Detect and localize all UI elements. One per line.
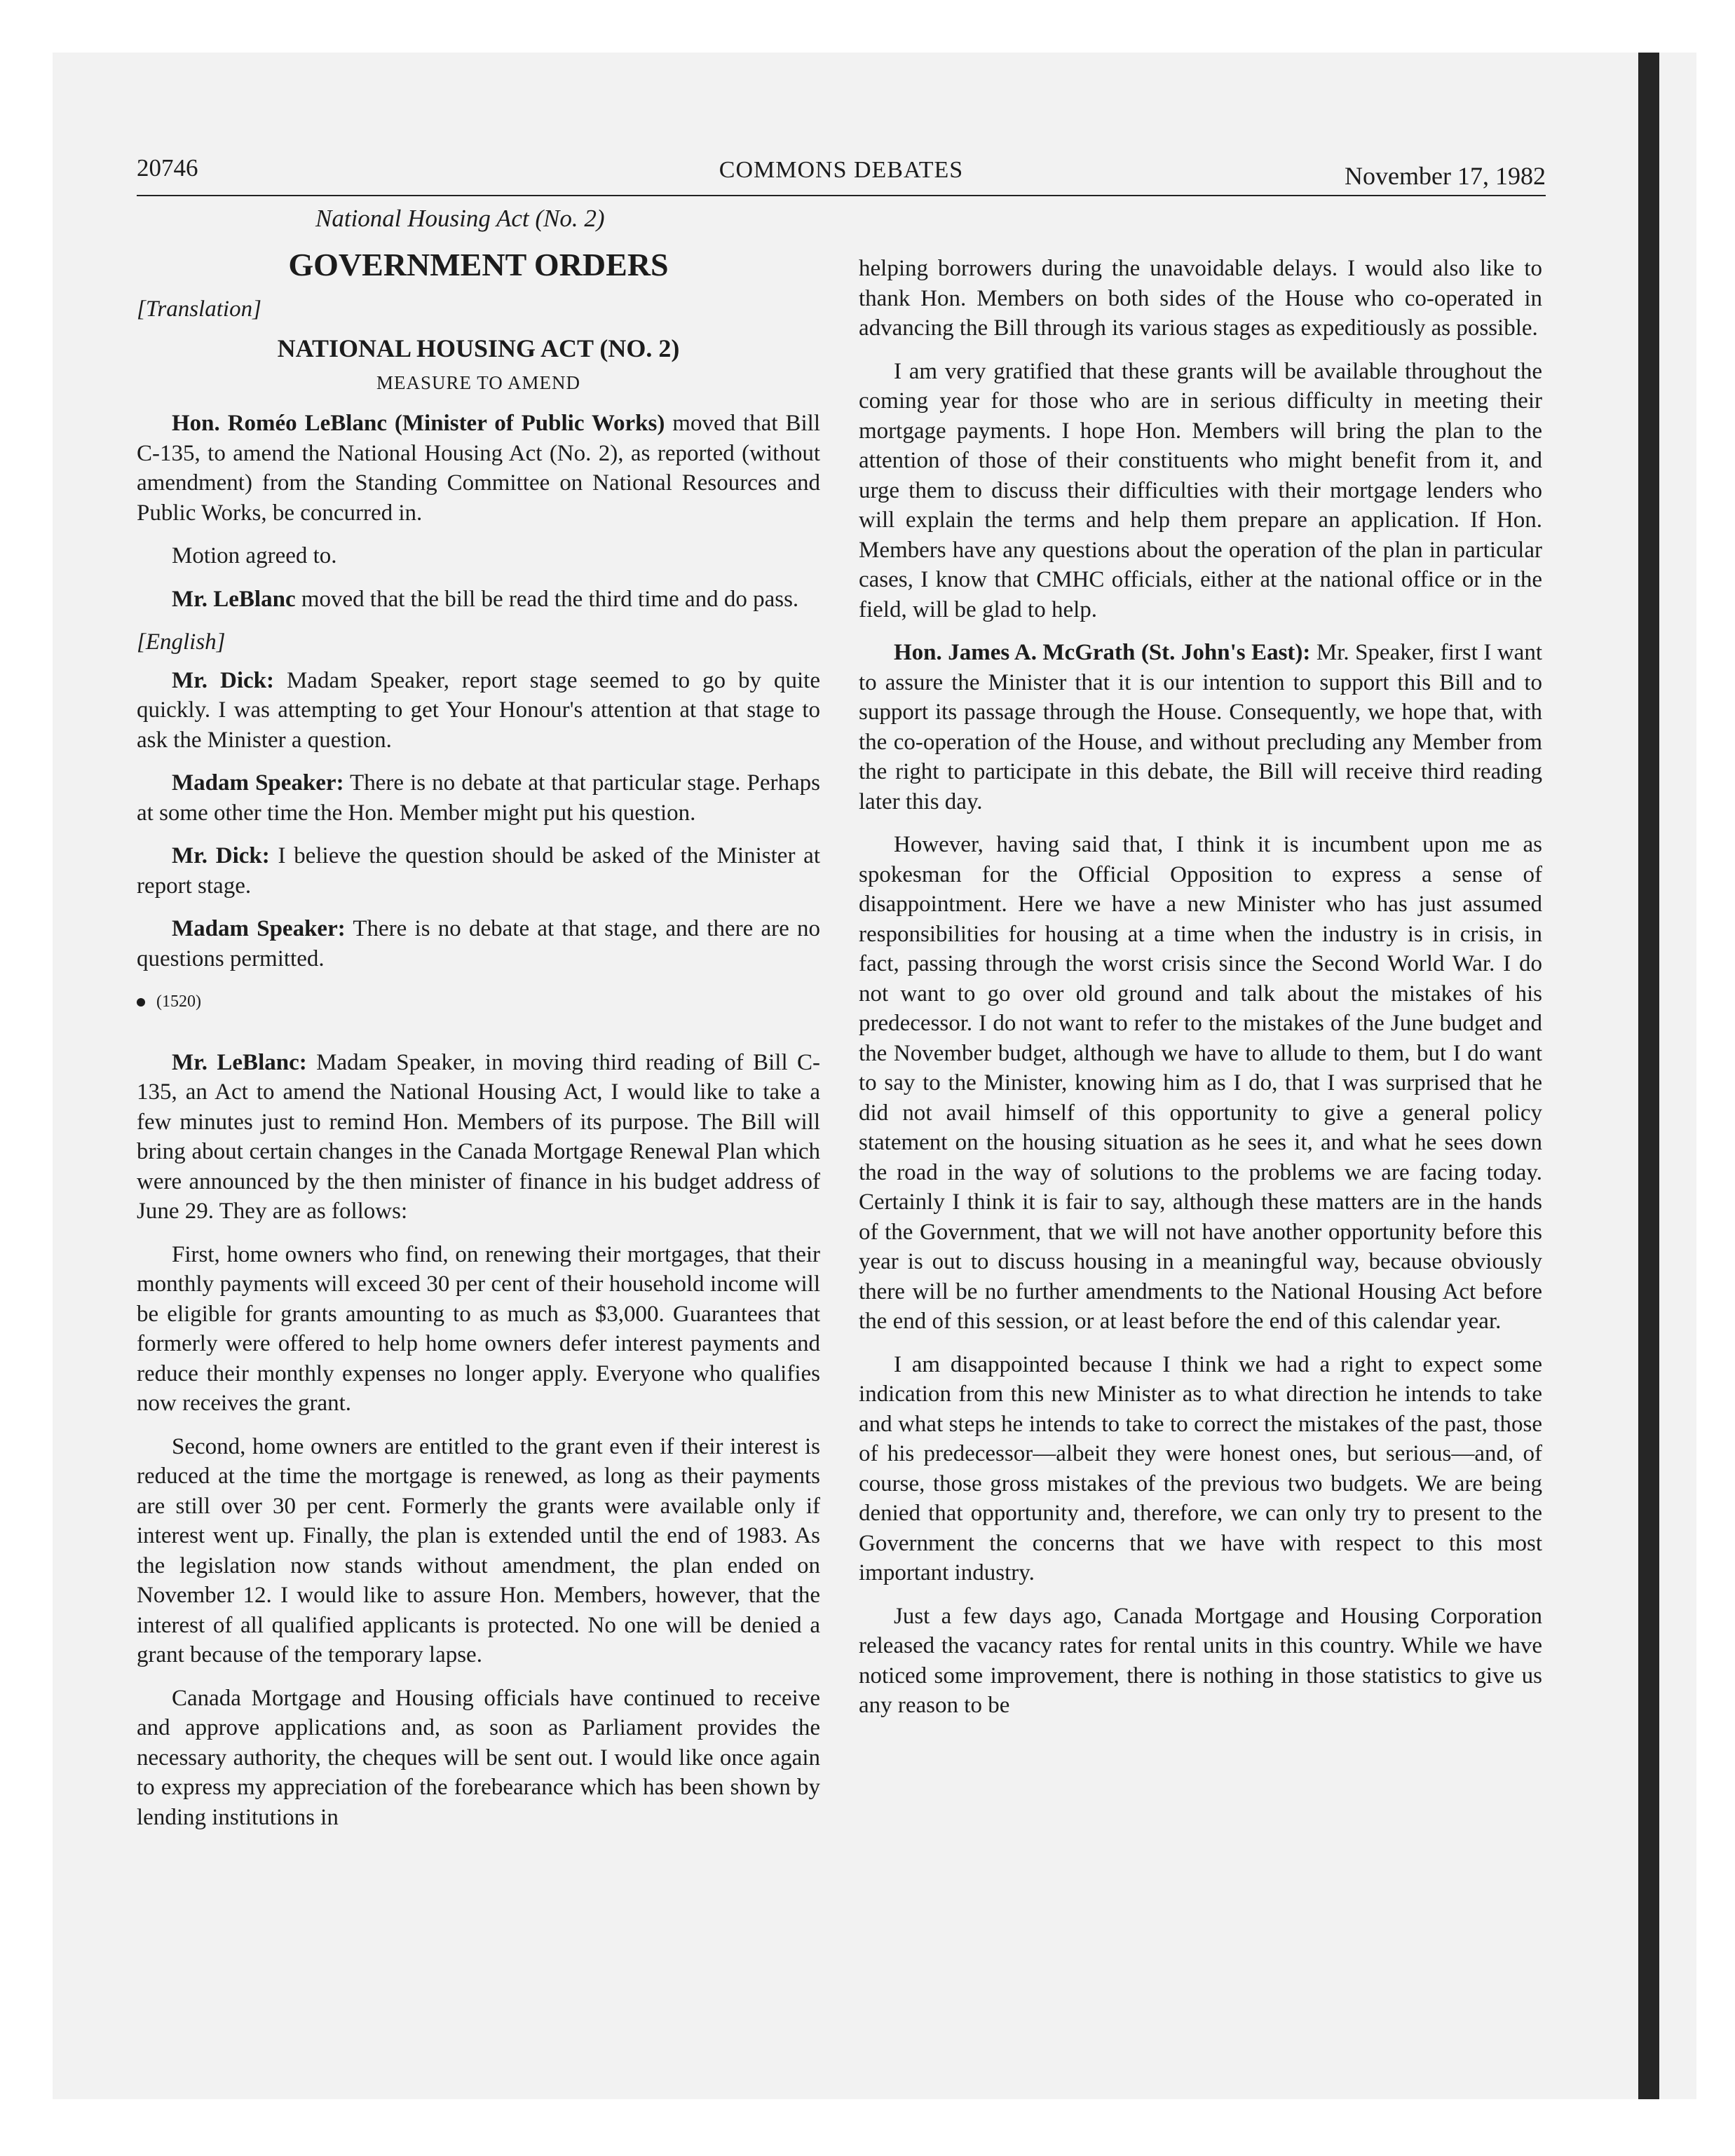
paragraph xyxy=(137,841,820,901)
time-marker xyxy=(137,987,820,1017)
paragraph: Second, home owners are entitled to the grant even if their interest is reduced at the time the mortgage is renewed, as long as their payments are still over 30 per cent. Formerly the grants were available only if interest went up. Finally, the plan is extended until the end of 1983. As the legislation now stands without amendment, the plan ended on November 12. I would like to assure Hon. Members, however, that the interest of all qualified applicants is protected. No one will be denied a grant because of the temporary lapse. xyxy=(137,1433,820,1667)
speaker-name: Mr. Dick: xyxy=(172,843,270,868)
speaker-name: Hon. Roméo LeBlanc (Minister of Public Works) xyxy=(172,411,665,436)
paragraph: Canada Mortgage and Housing officials have continued to receive and approve applications and, as soon as Parliament provides the necessary authority, the cheques will be sent out. I would like once again to express my appreciation of the forebearance which has been shown by lending institutions in xyxy=(137,1685,820,1830)
paragraph xyxy=(859,638,1542,817)
paragraph xyxy=(137,1048,820,1227)
paragraph-text: There is no debate at that particular stage. Perhaps at some other time the Hon. Member might put his question. xyxy=(137,770,820,826)
language-note: [English] xyxy=(137,629,226,655)
paragraph xyxy=(137,585,820,615)
paragraph: I am very gratified that these grants will be available throughout the coming year for those who are in serious difficulty in meeting their mortgage payments. I hope Hon. Members will bring the plan to the attention of those of their constituents who might benefit from it, and urge them to discuss their difficulties with their mortgage lenders who will explain the terms and help them prepare an application. If Hon. Members have any questions about the operation of the plan in particular cases, I know that CMHC officials, either at the national office or in the field, will be glad to help. xyxy=(859,358,1542,622)
paragraph-text: Madam Speaker, in moving third reading of Bill C-135, an Act to amend the National Housing Act, I would like to take a few minutes just to remind Hon. Members of its purpose. The Bill will bring about certain changes in the Canada Mortgage Renewal Plan which were announced by the then minister of finance in his budget address of June 29. They are as follows: xyxy=(137,1049,820,1224)
paragraph: Motion agreed to. xyxy=(172,543,337,568)
section-title: GOVERNMENT ORDERS xyxy=(288,247,669,282)
paragraph-text: I believe the question should be asked of the Minister at report stage. xyxy=(137,843,820,899)
running-header xyxy=(137,154,1546,196)
right-column xyxy=(859,254,1542,1734)
running-subheader: National Housing Act (No. 2) xyxy=(315,205,605,232)
paragraph: I am disappointed because I think we had a right to expect some indication from this new Minister as to what direction he intends to take and what steps he intends to take to correct the mistakes of the past, those of his predecessor—albeit they were honest ones, but serious—and, of course, those gross mistakes of the previous two budgets. We are being denied that opportunity and, therefore, we can only try to present to the Government the concerns that we have with respect to this most important industry. xyxy=(859,1351,1542,1585)
paragraph xyxy=(137,666,820,756)
paragraph xyxy=(137,768,820,828)
paragraph-text: Mr. Speaker, first I want to assure the Minister that it is our intention to support this Bill and to support its passage through the House. Consequently, we hope that, with the co-operation of the House, and without precluding any Member from the right to participate in this debate, the Bill will receive third reading later this day. xyxy=(859,640,1542,814)
speaker-name: Madam Speaker: xyxy=(172,916,346,941)
speaker-name: Mr. LeBlanc xyxy=(172,586,296,612)
paragraph: First, home owners who find, on renewing their mortgages, that their monthly payments will exceed 30 per cent of their household income will be eligible for grants amounting to as much as $3,000. Guarantees that formerly were offered to help home owners defer interest payments and reduce their monthly expenses no longer apply. Everyone who qualifies now receives the grant. xyxy=(137,1241,820,1416)
paragraph: Just a few days ago, Canada Mortgage and Housing Corporation released the vacancy rates for rental units in this country. While we have noticed some improvement, there is nothing in those statistics to give us any reason to be xyxy=(859,1603,1542,1718)
paragraph: However, having said that, I think it is incumbent upon me as spokesman for the Official Opposition to express a sense of disappointment. Here we have a new Minister who has just assumed responsibilities for housing at a time when the industry is in crisis, in fact, passing through the worst crisis since the Second World War. I do not want to go over old ground and talk about the mistakes of his predecessor. I do not want to refer to the mistakes of the June budget and the November budget, although we have to allude to them, but I do want to say to the Minister, knowing him as I do, that I was surprised that he did not avail himself of this opportunity to give a general policy statement on the housing situation as he sees it, and what he sees down the road in the way of solutions to the problems we are facing today. Certainly I think it is fair to say, although these matters are in the hands of the Government, that we will not have another opportunity before this year is out to discuss housing in a meaningful way, because obviously there will be no further amendments to the National Housing Act before the end of this session, or at least before the end of this calendar year. xyxy=(859,832,1542,1334)
publication-title: COMMONS DEBATES xyxy=(719,157,964,183)
issue-date: November 17, 1982 xyxy=(1345,162,1546,190)
speaker-name: Madam Speaker: xyxy=(172,770,344,796)
paragraph xyxy=(137,409,820,528)
paragraph xyxy=(137,914,820,974)
speaker-name: Mr. LeBlanc: xyxy=(172,1049,307,1075)
bill-heading: NATIONAL HOUSING ACT (NO. 2) xyxy=(277,334,680,362)
paragraph-text: Madam Speaker, report stage seemed to go by quite quickly. I was attempting to get Your Honour's attention at that stage to ask the Minister a question. xyxy=(137,667,820,753)
page-number: 20746 xyxy=(137,154,198,182)
paragraph-text: There is no debate at that stage, and there are no questions permitted. xyxy=(137,916,820,971)
speaker-name: Hon. James A. McGrath (St. John's East): xyxy=(894,640,1311,665)
bullet-icon xyxy=(137,998,145,1007)
translation-note: [Translation] xyxy=(137,296,261,322)
left-column xyxy=(137,245,820,1845)
paragraph-text: moved that the bill be read the third time and do pass. xyxy=(295,586,799,612)
scan-edge-bar xyxy=(1638,53,1659,2099)
timestamp: (1520) xyxy=(156,992,201,1011)
paragraph-text: moved that Bill C-135, to amend the National Housing Act (No. 2), as reported (without amendment) from the Standing Committee on National Resources and Public Works, be concurred in. xyxy=(137,411,820,526)
paragraph: helping borrowers during the unavoidable delays. I would also like to thank Hon. Members on both sides of the House who co-operated in advancing the Bill through its various stages as expeditiously as possible. xyxy=(859,256,1542,341)
bill-subheading: MEASURE TO AMEND xyxy=(376,371,581,393)
speaker-name: Mr. Dick: xyxy=(172,667,274,693)
